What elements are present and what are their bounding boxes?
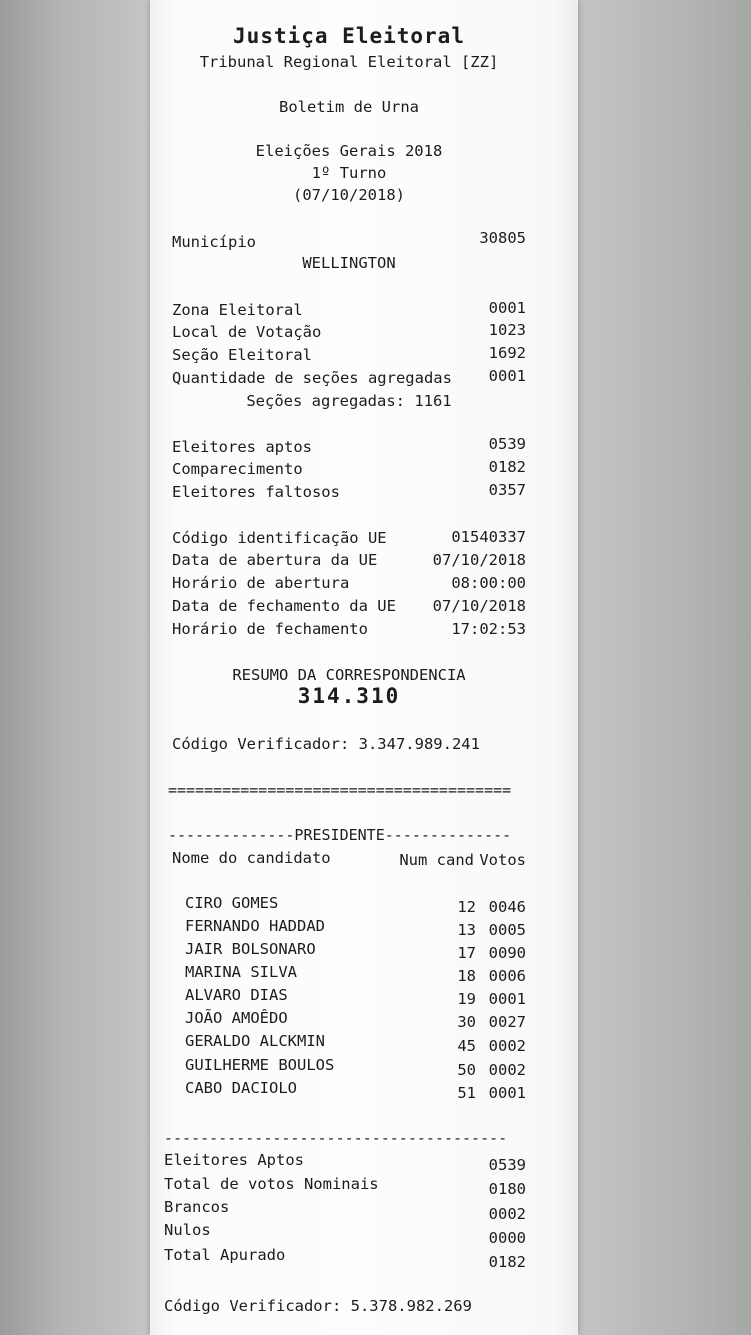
ue-label: Horário de fechamento (172, 620, 368, 638)
single-separator: -------------------------------------- (164, 1129, 508, 1147)
president-section-header: --------------PRESIDENTE-------------- (168, 826, 512, 844)
document-type: Boletim de Urna (279, 98, 419, 116)
candidate-name: ALVARO DIAS (185, 986, 288, 1004)
voters-value: 0357 (488, 481, 526, 499)
candidate-votes: 0001 (488, 990, 526, 1008)
receipt-title: Justiça Eleitoral (233, 24, 465, 48)
candidate-number: 18 (457, 967, 476, 985)
verifier-code: Código Verificador: 3.347.989.241 (172, 735, 480, 753)
candidate-name: JOÃO AMOÊDO (185, 1009, 288, 1027)
candidate-number: 17 (457, 944, 476, 962)
total-value: 0180 (488, 1180, 526, 1198)
verifier-code-final: Código Verificador: 5.378.982.269 (164, 1297, 472, 1315)
election-name: Eleições Gerais 2018 (255, 142, 443, 160)
location-value: 0001 (488, 367, 526, 385)
voters-label: Comparecimento (172, 460, 303, 478)
candidate-votes: 0046 (488, 898, 526, 916)
ue-label: Data de fechamento da UE (172, 597, 396, 615)
election-date: (07/10/2018) (293, 186, 405, 204)
candidate-number: 45 (457, 1037, 476, 1055)
ue-label: Data de abertura da UE (172, 551, 378, 569)
total-label: Nulos (164, 1221, 211, 1239)
candidate-name: CIRO GOMES (185, 894, 279, 912)
resumo-value: 314.310 (297, 684, 401, 708)
location-label: Seção Eleitoral (172, 346, 312, 364)
candidate-votes: 0002 (488, 1037, 526, 1055)
aggregated-sections: Seções agregadas: 1161 (246, 392, 452, 410)
candidate-name: MARINA SILVA (185, 963, 297, 981)
location-label: Quantidade de seções agregadas (172, 369, 452, 387)
candidate-votes: 0001 (488, 1084, 526, 1102)
municipio-label: Município (172, 233, 256, 251)
ue-value: 07/10/2018 (432, 551, 526, 569)
election-round: 1º Turno (311, 164, 387, 182)
candidate-name: GERALDO ALCKMIN (185, 1032, 325, 1050)
candidate-name: JAIR BOLSONARO (185, 940, 316, 958)
candidate-name: GUILHERME BOULOS (185, 1056, 335, 1074)
voters-label: Eleitores faltosos (172, 483, 340, 501)
candidate-name: FERNANDO HADDAD (185, 917, 325, 935)
voters-value: 0539 (488, 435, 526, 453)
candidate-votes: 0027 (488, 1013, 526, 1031)
column-header-name: Nome do candidato (172, 849, 331, 867)
total-label: Total de votos Nominais (164, 1175, 379, 1193)
location-label: Local de Votação (172, 323, 322, 341)
ue-value: 07/10/2018 (432, 597, 526, 615)
ballot-receipt (150, 0, 578, 1335)
location-value: 0001 (488, 299, 526, 317)
candidate-number: 19 (457, 990, 476, 1008)
candidate-name: CABO DACIOLO (185, 1079, 297, 1097)
candidate-number: 12 (457, 898, 476, 916)
double-separator: ====================================== (168, 781, 512, 799)
total-value: 0182 (488, 1253, 526, 1271)
ue-label: Horário de abertura (172, 574, 350, 592)
municipio-code: 30805 (479, 229, 526, 247)
total-value: 0002 (488, 1205, 526, 1223)
ue-value: 17:02:53 (451, 620, 526, 638)
total-value: 0539 (488, 1156, 526, 1174)
voters-value: 0182 (488, 458, 526, 476)
column-header-num: Num cand (399, 851, 474, 869)
candidate-votes: 0006 (488, 967, 526, 985)
municipio-name: WELLINGTON (302, 254, 396, 272)
location-value: 1023 (488, 321, 526, 339)
location-value: 1692 (488, 344, 526, 362)
candidate-votes: 0005 (488, 921, 526, 939)
candidate-votes: 0002 (488, 1061, 526, 1079)
candidate-number: 30 (457, 1013, 476, 1031)
ue-label: Código identificação UE (172, 529, 387, 547)
voters-label: Eleitores aptos (172, 438, 312, 456)
resumo-label: RESUMO DA CORRESPONDENCIA (232, 666, 466, 684)
ue-value: 01540337 (451, 528, 526, 546)
column-header-votes: Votos (479, 851, 526, 869)
candidate-votes: 0090 (488, 944, 526, 962)
total-label: Eleitores Aptos (164, 1151, 304, 1169)
total-value: 0000 (488, 1229, 526, 1247)
location-label: Zona Eleitoral (172, 301, 303, 319)
tribunal-name: Tribunal Regional Eleitoral [ZZ] (199, 53, 499, 71)
total-label: Brancos (164, 1198, 230, 1216)
total-label: Total Apurado (164, 1246, 286, 1264)
candidate-number: 13 (457, 921, 476, 939)
candidate-number: 50 (457, 1061, 476, 1079)
ue-value: 08:00:00 (451, 574, 526, 592)
candidate-number: 51 (457, 1084, 476, 1102)
